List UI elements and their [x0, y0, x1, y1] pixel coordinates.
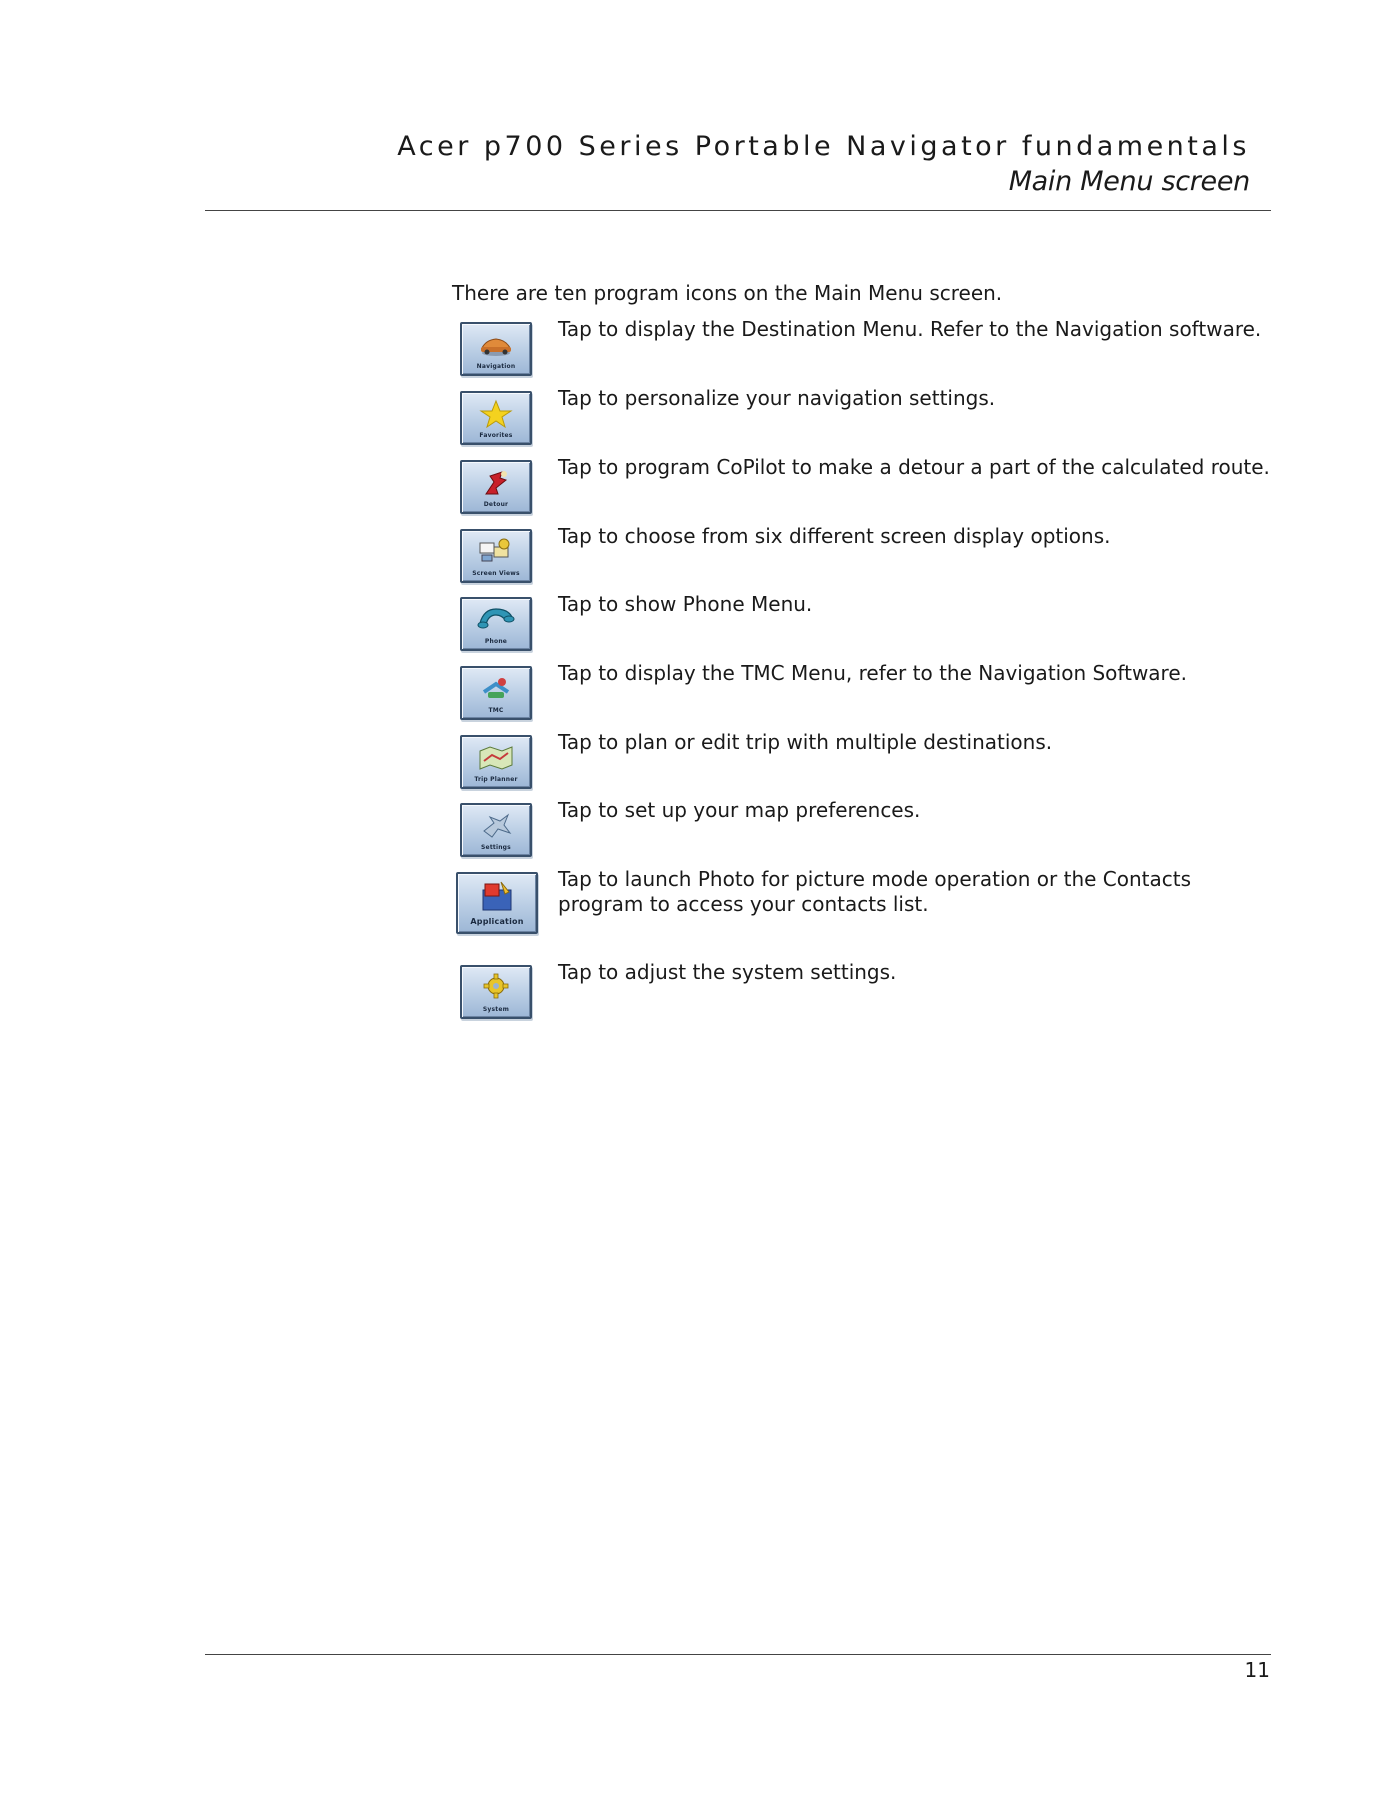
footer-divider	[205, 1654, 1271, 1655]
header-title: Acer p700 Series Portable Navigator fundamentals	[397, 131, 1250, 162]
screen-display-icon	[460, 529, 532, 583]
item-description: Tap to display the TMC Menu, refer to the Navigation Software.	[558, 661, 1188, 685]
tmc-icon	[460, 666, 532, 720]
application-icon	[456, 872, 538, 934]
map-settings-icon	[460, 803, 532, 857]
icon-caption: Application	[470, 917, 524, 926]
item-description: Tap to launch Photo for picture mode operation or the Contacts program to access your contacts list.	[558, 867, 1192, 916]
intro-text: There are ten program icons on the Main Menu screen.	[452, 281, 1003, 305]
item-description: Tap to show Phone Menu.	[558, 592, 813, 616]
icon-caption: Screen Views	[472, 570, 520, 577]
item-description: Tap to program CoPilot to make a detour a part of the calculated route.	[558, 455, 1270, 479]
destination-icon	[460, 322, 532, 376]
header-divider	[205, 210, 1271, 211]
icon-caption: TMC	[488, 707, 504, 714]
icon-caption: Phone	[484, 638, 508, 645]
page-number: 11	[1244, 1658, 1270, 1682]
item-description: Tap to personalize your navigation settings.	[558, 386, 996, 410]
system-gear-icon	[460, 965, 532, 1019]
trip-planner-map-icon	[460, 735, 532, 789]
icon-caption: Trip Planner	[474, 776, 518, 783]
item-description: Tap to display the Destination Menu. Refer to the Navigation software.	[558, 317, 1262, 341]
phone-icon	[460, 597, 532, 651]
item-description: Tap to choose from six different screen display options.	[558, 524, 1111, 548]
icon-caption: System	[482, 1006, 510, 1013]
icon-caption: Navigation	[476, 363, 516, 370]
icon-caption: Detour	[483, 501, 509, 508]
icon-caption: Favorites	[479, 432, 513, 439]
favorites-star-icon	[460, 391, 532, 445]
item-description: Tap to adjust the system settings.	[558, 960, 897, 984]
icon-caption: Settings	[481, 844, 511, 851]
page-title: Main Menu screen	[1008, 166, 1250, 197]
item-description: Tap to set up your map preferences.	[558, 798, 921, 822]
detour-icon	[460, 460, 532, 514]
item-description: Tap to plan or edit trip with multiple destinations.	[558, 730, 1053, 754]
